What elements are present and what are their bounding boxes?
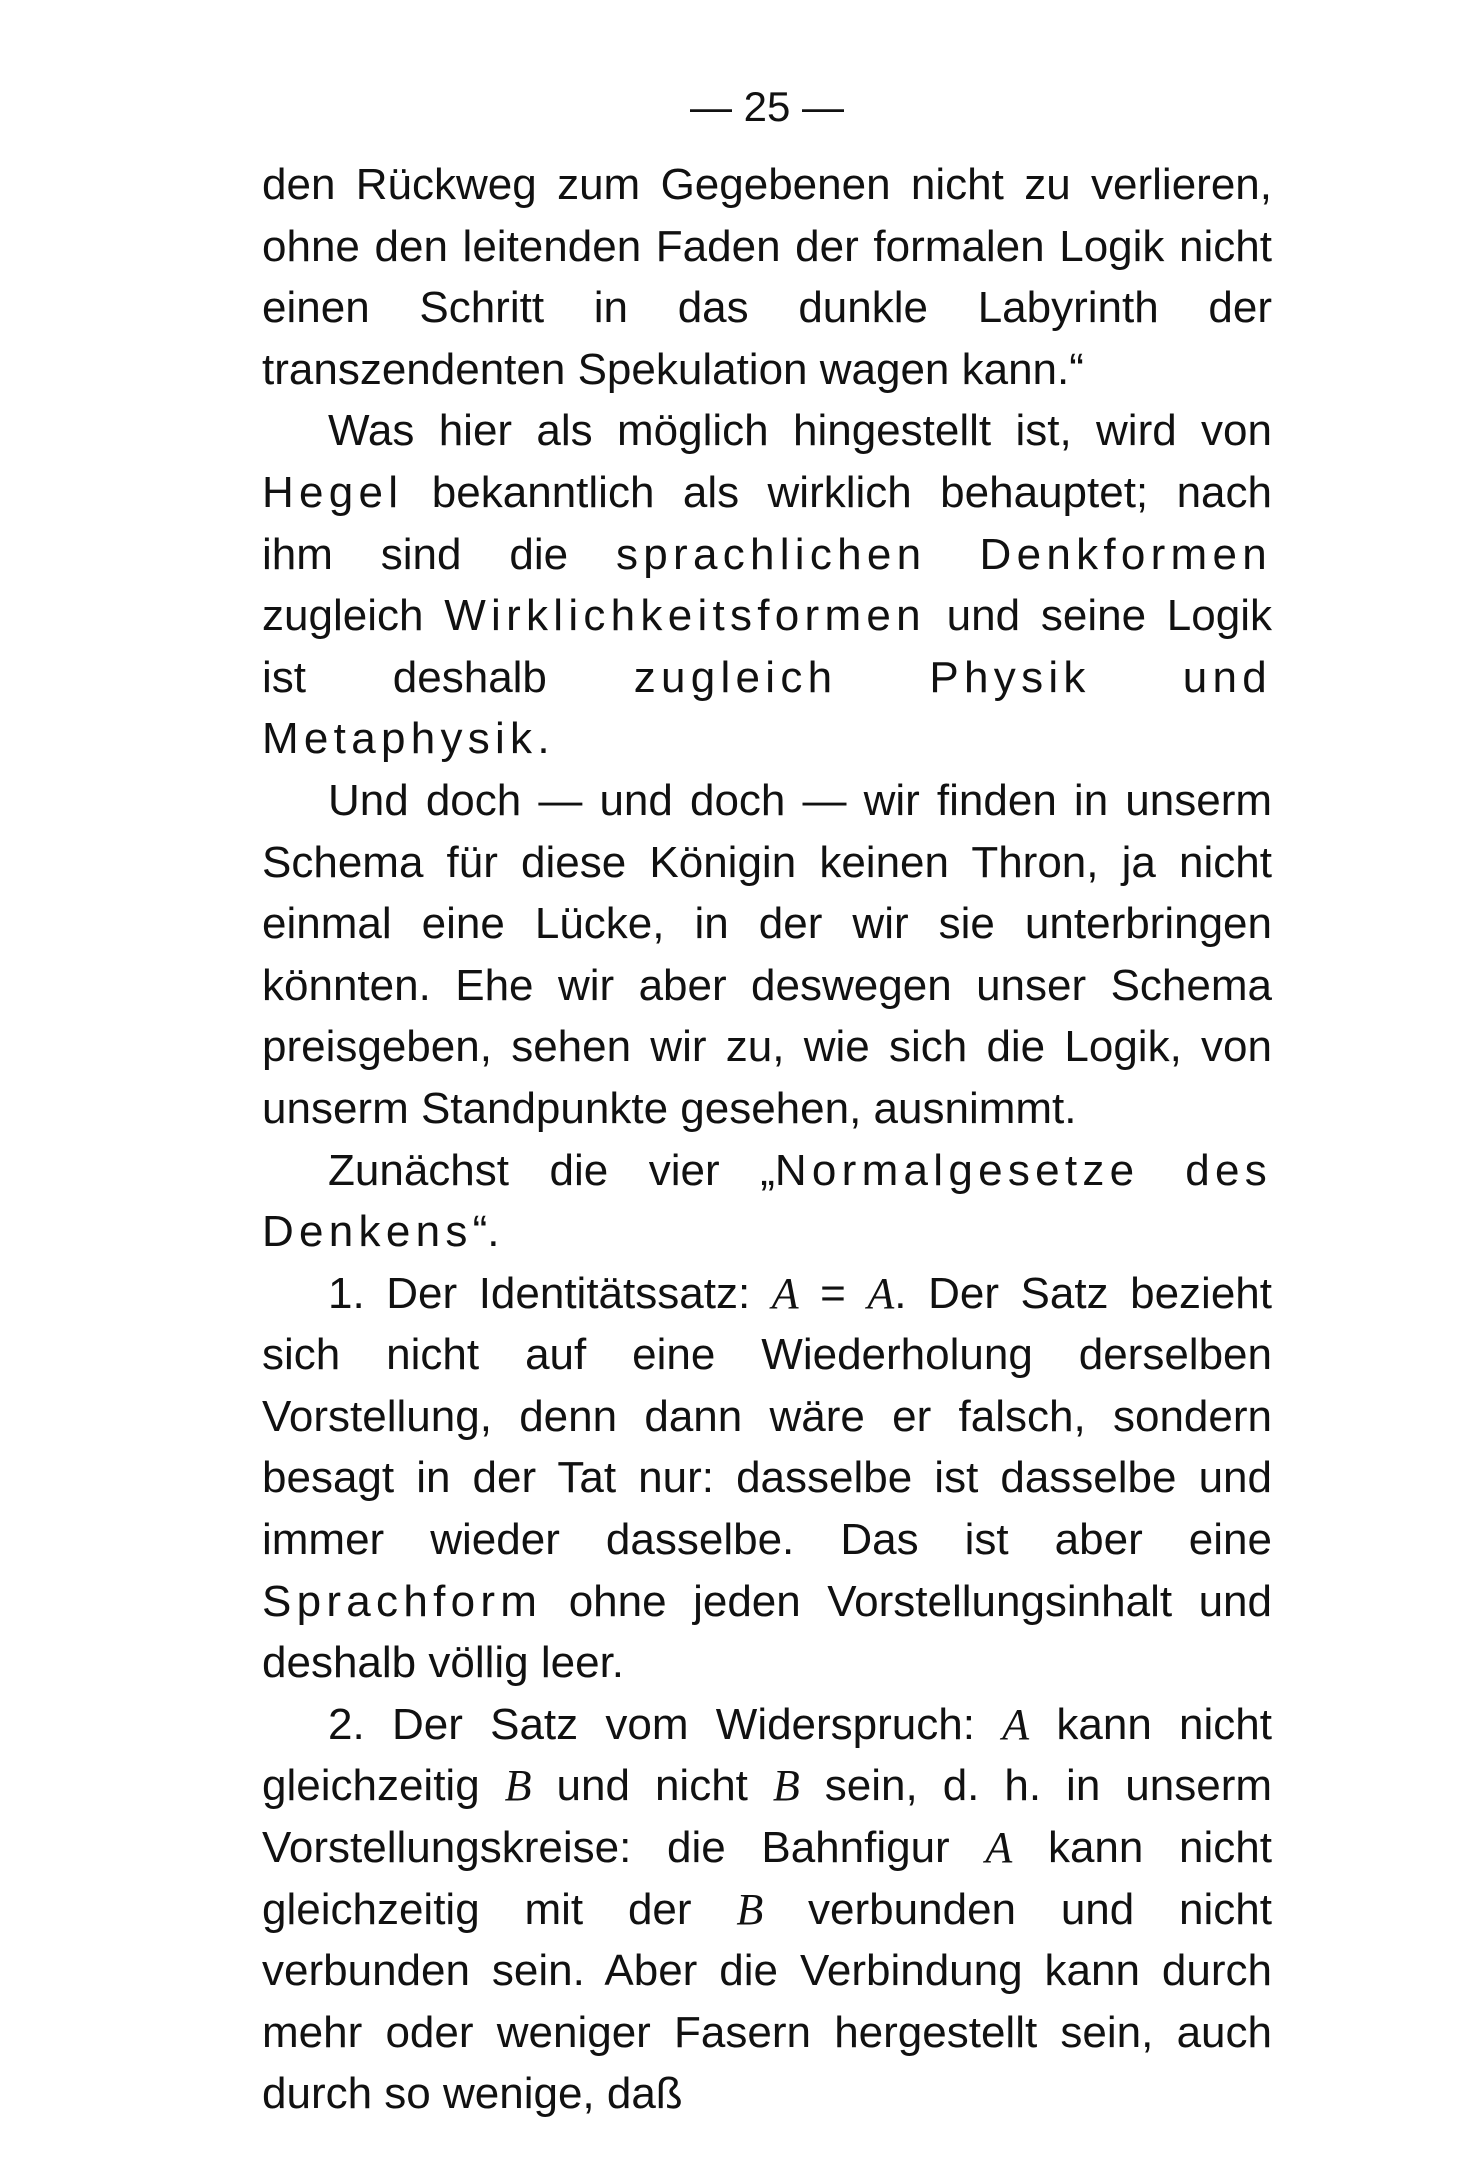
- italic-variable: A: [985, 1823, 1013, 1873]
- paragraph-hegel: [262, 400, 1272, 770]
- text-run: ohne jeden Vorstellungsinhalt und deshalb völlig leer.: [262, 1576, 1272, 1688]
- text-run: bekanntlich als wirklich behauptet; nach ihm sind die: [262, 467, 1272, 579]
- text-run: und nicht: [531, 1761, 773, 1811]
- text-run: den Rückweg zum Gegebenen nicht zu verlieren, ohne den leitenden Faden der formalen Logik nicht einen Schritt in das dunkle Labyrinth der transzendenten Spekulation wagen kann.“: [262, 160, 1272, 394]
- text-run: Und doch — und doch — wir finden in unserm Schema für diese Königin keinen Thron, ja nicht einmal eine Lücke, in der wir sie unterbringen könnten. Ehe wir aber deswegen unser Schema preisgeben, sehen wir zu, wie sich die Logik, von unserm Standpunkte gesehen, ausnimmt.: [262, 775, 1272, 1133]
- text-run: kann nicht gleichzeitig: [262, 1699, 1272, 1811]
- italic-variable: A: [867, 1268, 895, 1318]
- text-run: “.: [472, 1207, 500, 1257]
- paragraph-normalgesetze: [262, 1140, 1272, 1263]
- text-run: sein, d. h. in unserm Vorstellungskreise: die Bahnfigur: [262, 1761, 1273, 1873]
- text-run: . Der Satz bezieht sich nicht auf eine Wiederholung derselben Vorstellung, denn dann wäre er falsch, sondern besagt in der Tat nur: dasselbe ist dasselbe und immer wieder dasselbe. Das ist aber eine: [262, 1268, 1272, 1565]
- text-run: Zunächst die vier „: [328, 1145, 775, 1195]
- text-run: =: [798, 1268, 868, 1318]
- italic-variable: A: [1002, 1699, 1030, 1749]
- spaced-emphasis: zugleich Physik und Metaphysik: [262, 652, 1272, 764]
- text-run: .: [537, 714, 550, 764]
- paragraph-widerspruch: [262, 1694, 1272, 2125]
- page-number: — 25 —: [689, 83, 845, 130]
- italic-variable: B: [736, 1884, 764, 1934]
- paragraph-continuation: [262, 154, 1272, 400]
- book-page: [262, 78, 1272, 2125]
- text-run: zugleich: [262, 591, 445, 641]
- spaced-emphasis: Normalgesetze des Denkens: [262, 1145, 1272, 1257]
- text-run: verbunden und nicht verbunden sein. Aber die Verbindung kann durch mehr oder weniger Fasern hergestellt sein, auch durch so wenige, daß: [262, 1884, 1272, 2119]
- italic-variable: A: [771, 1268, 799, 1318]
- text-run: kann nicht gleichzeitig mit der: [262, 1823, 1272, 1934]
- spaced-emphasis: sprachlichen Denkformen: [615, 529, 1272, 579]
- text-run: Was hier als möglich hingestellt ist, wird von: [328, 406, 1272, 456]
- spaced-emphasis: Wirklichkeitsformen: [444, 591, 926, 641]
- text-run: 2. Der Satz vom Widerspruch:: [328, 1699, 1003, 1749]
- paragraph-identitaetssatz: [262, 1263, 1272, 1694]
- spaced-emphasis: Hegel: [262, 467, 404, 517]
- italic-variable: B: [772, 1761, 800, 1811]
- text-run: und seine Logik ist deshalb: [262, 591, 1272, 702]
- text-run: 1. Der Identitätssatz:: [328, 1268, 772, 1318]
- italic-variable: B: [504, 1761, 532, 1811]
- paragraph-koenigin: [262, 770, 1272, 1140]
- spaced-emphasis: Sprachform: [262, 1576, 543, 1626]
